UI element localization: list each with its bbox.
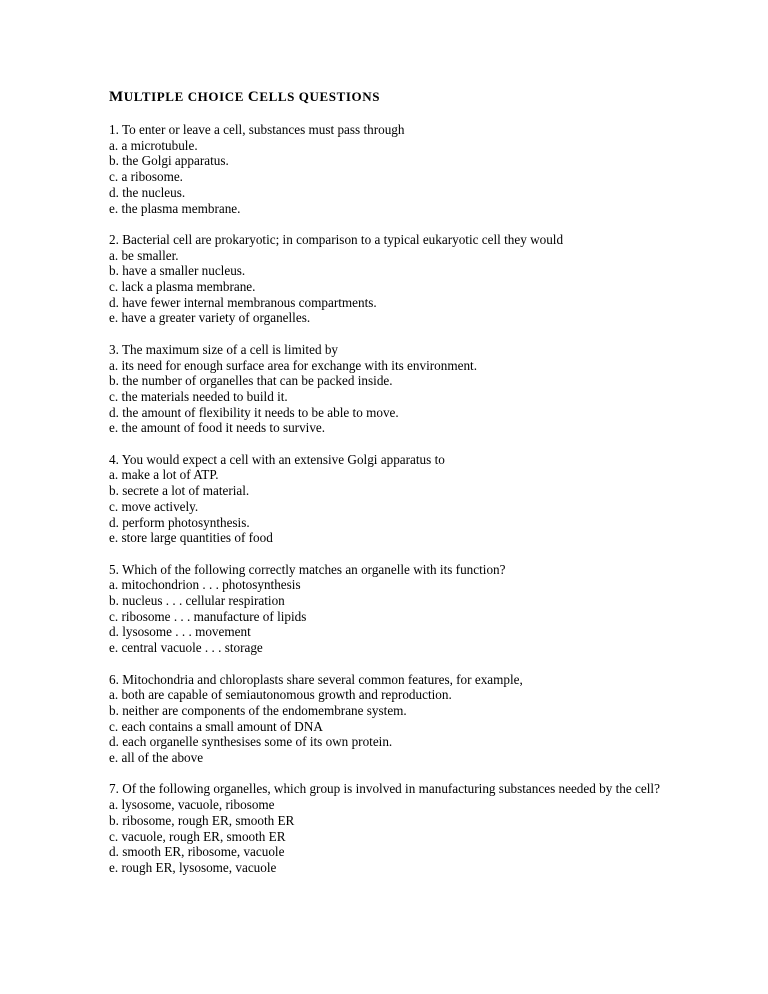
question-text: 7. Of the following organelles, which group is involved in manufacturing substances needed by the cell? (109, 781, 660, 797)
question-text: 5. Which of the following correctly matches an organelle with its function? (109, 561, 506, 577)
answer-option: e. rough ER, lysosome, vacuole (109, 859, 277, 875)
question-text: 6. Mitochondria and chloroplasts share several common features, for example, (109, 671, 523, 687)
answer-option: e. have a greater variety of organelles. (109, 310, 311, 326)
question-block (109, 122, 729, 216)
question-list (109, 122, 729, 876)
answer-option: b. neither are components of the endomembrane system. (109, 702, 407, 718)
answer-option: c. the materials needed to build it. (109, 388, 288, 404)
answer-option: a. both are capable of semiautonomous growth and reproduction. (109, 687, 452, 703)
answer-option: a. make a lot of ATP. (109, 467, 219, 483)
question-block (109, 342, 729, 436)
question-block (109, 781, 729, 875)
answer-option: d. have fewer internal membranous compartments. (109, 294, 377, 310)
document-page (109, 88, 729, 891)
answer-option: e. all of the above (109, 750, 204, 766)
question-block (109, 232, 729, 326)
answer-option: a. its need for enough surface area for exchange with its environment. (109, 357, 478, 373)
question-text: 2. Bacterial cell are prokaryotic; in comparison to a typical eukaryotic cell they would (109, 231, 564, 247)
answer-option: e. the plasma membrane. (109, 200, 241, 216)
question-block (109, 672, 729, 766)
answer-option: c. lack a plasma membrane. (109, 279, 256, 295)
answer-option: d. each organelle synthesises some of its own protein. (109, 734, 393, 750)
title-part: ULTIPLE CHOICE (123, 89, 248, 104)
answer-option: d. smooth ER, ribosome, vacuole (109, 844, 285, 860)
answer-option: d. the amount of flexibility it needs to be able to move. (109, 404, 399, 420)
answer-option: b. ribosome, rough ER, smooth ER (109, 812, 295, 828)
answer-option: a. lysosome, vacuole, ribosome (109, 797, 275, 813)
answer-option: a. a microtubule. (109, 137, 198, 153)
answer-option: d. lysosome . . . movement (109, 624, 251, 640)
answer-option: a. be smaller. (109, 247, 179, 263)
answer-option: b. the Golgi apparatus. (109, 153, 229, 169)
answer-option: c. each contains a small amount of DNA (109, 718, 323, 734)
title-part: ELLS QUESTIONS (259, 89, 381, 104)
answer-option: a. mitochondrion . . . photosynthesis (109, 577, 301, 593)
answer-option: c. a ribosome. (109, 169, 183, 185)
answer-option: d. the nucleus. (109, 184, 186, 200)
title-part: C (247, 89, 260, 105)
answer-option: e. the amount of food it needs to survive. (109, 420, 326, 436)
answer-option: b. nucleus . . . cellular respiration (109, 593, 285, 609)
answer-option: b. the number of organelles that can be packed inside. (109, 373, 393, 389)
answer-option: d. perform photosynthesis. (109, 514, 250, 530)
answer-option: c. move actively. (109, 498, 199, 514)
answer-option: b. have a smaller nucleus. (109, 263, 246, 279)
answer-option: c. vacuole, rough ER, smooth ER (109, 828, 286, 844)
answer-option: b. secrete a lot of material. (109, 483, 250, 499)
question-text: 4. You would expect a cell with an extensive Golgi apparatus to (109, 451, 445, 467)
answer-option: e. store large quantities of food (109, 530, 273, 546)
page-title (109, 88, 729, 106)
question-block (109, 562, 729, 656)
question-text: 3. The maximum size of a cell is limited by (109, 341, 339, 357)
question-text: 1. To enter or leave a cell, substances must pass through (109, 122, 405, 137)
answer-option: c. ribosome . . . manufacture of lipids (109, 608, 307, 624)
question-block (109, 452, 729, 546)
answer-option: e. central vacuole . . . storage (109, 640, 263, 656)
title-part: M (109, 89, 124, 105)
